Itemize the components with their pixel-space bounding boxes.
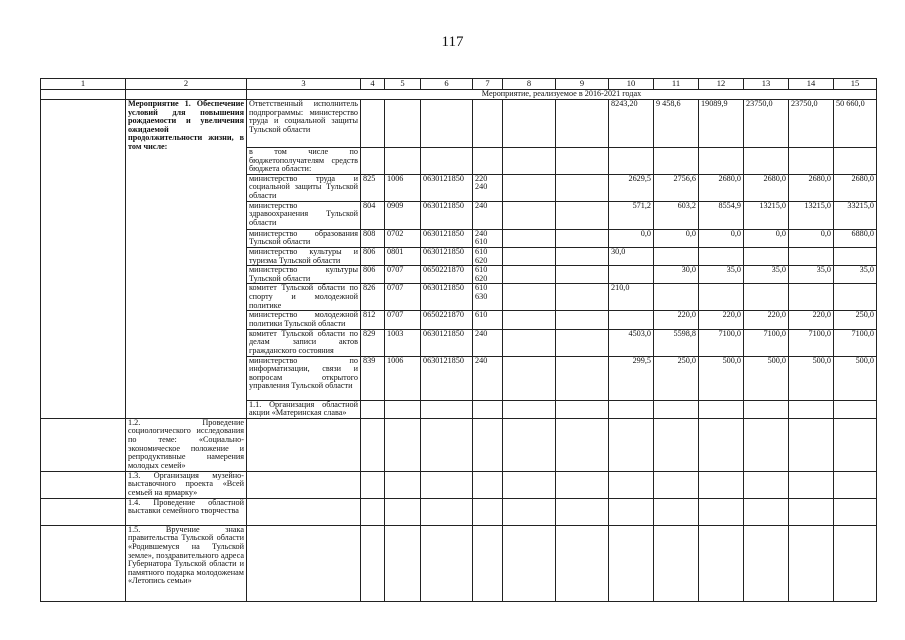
empty-cell bbox=[421, 525, 473, 601]
value-cell: 220,0 bbox=[699, 311, 744, 329]
empty-cell bbox=[744, 148, 789, 175]
value-cell: 35,0 bbox=[834, 266, 877, 284]
empty-cell bbox=[385, 400, 421, 418]
value-cell: 35,0 bbox=[699, 266, 744, 284]
period-row bbox=[41, 90, 877, 100]
value-cell: 6880,0 bbox=[834, 229, 877, 247]
value-cell: 2680,0 bbox=[834, 174, 877, 201]
empty-cell bbox=[41, 100, 126, 419]
code-cell: 812 bbox=[361, 311, 385, 329]
code-cell: 0650221870 bbox=[421, 311, 473, 329]
empty-cell bbox=[473, 400, 503, 418]
empty-cell bbox=[556, 284, 609, 311]
empty-cell bbox=[473, 418, 503, 471]
event-name: Мероприятие 1. Обеспечение условий для повышения рождаемости и увеличения ожидаемой продолжительности жизни, в том числе: bbox=[126, 100, 247, 419]
code-cell: 1006 bbox=[385, 174, 421, 201]
empty-cell bbox=[744, 471, 789, 498]
value-cell: 13215,0 bbox=[744, 201, 789, 229]
empty-cell bbox=[41, 498, 126, 525]
executor-cell: министерство по информатизации, связи и вопросам открытого управления Тульской области bbox=[247, 356, 361, 400]
code-cell: 804 bbox=[361, 201, 385, 229]
value-cell: 0,0 bbox=[744, 229, 789, 247]
empty-cell bbox=[503, 525, 556, 601]
value-cell: 30,0 bbox=[654, 266, 699, 284]
executor-cell: комитет Тульской области по делам записи актов гражданского состояния bbox=[247, 329, 361, 356]
value-cell: 603,2 bbox=[654, 201, 699, 229]
value-cell: 9 458,6 bbox=[654, 100, 699, 148]
empty-cell bbox=[503, 100, 556, 148]
column-number: 2 bbox=[126, 79, 247, 90]
empty-cell bbox=[421, 498, 473, 525]
empty-cell bbox=[789, 498, 834, 525]
empty-cell bbox=[699, 471, 744, 498]
empty-cell bbox=[503, 418, 556, 471]
code-cell: 0630121850 bbox=[421, 229, 473, 247]
subitem-cell: 1.2. Проведение социологического исследования по теме: «Социально-экономическое положение и репродуктивные намерения молодых семей» bbox=[126, 418, 247, 471]
value-cell: 220,0 bbox=[654, 311, 699, 329]
value-cell: 30,0 bbox=[609, 247, 654, 265]
value-cell bbox=[744, 247, 789, 265]
code-cell: 0702 bbox=[385, 229, 421, 247]
empty-cell bbox=[503, 174, 556, 201]
empty-cell bbox=[126, 90, 247, 100]
value-cell: 5598,8 bbox=[654, 329, 699, 356]
code-cell: 0707 bbox=[385, 311, 421, 329]
empty-cell bbox=[385, 471, 421, 498]
code-cell: 240 bbox=[473, 356, 503, 400]
value-cell: 220,0 bbox=[789, 311, 834, 329]
code-cell: 0650221870 bbox=[421, 266, 473, 284]
empty-cell bbox=[654, 525, 699, 601]
value-cell: 500,0 bbox=[834, 356, 877, 400]
executor-cell: Ответственный исполнитель подпрограммы: министерство труда и социальной защиты Тульской области bbox=[247, 100, 361, 148]
code-cell: 0801 bbox=[385, 247, 421, 265]
code-cell: 0630121850 bbox=[421, 201, 473, 229]
empty-cell bbox=[503, 148, 556, 175]
code-cell: 610 620 bbox=[473, 266, 503, 284]
value-cell: 23750,0 bbox=[744, 100, 789, 148]
column-number: 4 bbox=[361, 79, 385, 90]
value-cell bbox=[834, 284, 877, 311]
table-row bbox=[41, 525, 877, 601]
value-cell: 0,0 bbox=[789, 229, 834, 247]
subitem-cell: 1.5. Вручение знака правительства Тульской области «Родившемуся на Тульской земле», поздравительного адреса Губернатора Тульской области и памятного подарка молодоженам «Летопись семьи» bbox=[126, 525, 247, 601]
code-cell: 610 620 bbox=[473, 247, 503, 265]
value-cell: 2680,0 bbox=[744, 174, 789, 201]
empty-cell bbox=[556, 329, 609, 356]
value-cell bbox=[789, 284, 834, 311]
empty-cell bbox=[503, 329, 556, 356]
empty-cell bbox=[699, 148, 744, 175]
empty-cell bbox=[41, 525, 126, 601]
empty-cell bbox=[503, 498, 556, 525]
empty-cell bbox=[361, 418, 385, 471]
code-cell: 1003 bbox=[385, 329, 421, 356]
value-cell: 250,0 bbox=[654, 356, 699, 400]
value-cell bbox=[744, 284, 789, 311]
value-cell: 500,0 bbox=[789, 356, 834, 400]
empty-cell bbox=[834, 148, 877, 175]
value-cell: 220,0 bbox=[744, 311, 789, 329]
code-cell: 808 bbox=[361, 229, 385, 247]
subitem-cell: 1.3. Организация музейно-выставочного проекта «Всей семьей на ярмарку» bbox=[126, 471, 247, 498]
empty-cell bbox=[385, 148, 421, 175]
value-cell: 2680,0 bbox=[789, 174, 834, 201]
empty-cell bbox=[421, 400, 473, 418]
empty-cell bbox=[744, 498, 789, 525]
code-cell: 0630121850 bbox=[421, 284, 473, 311]
code-cell: 240 610 bbox=[473, 229, 503, 247]
empty-cell bbox=[609, 525, 654, 601]
empty-cell bbox=[503, 471, 556, 498]
code-cell: 806 bbox=[361, 247, 385, 265]
empty-cell bbox=[473, 100, 503, 148]
empty-cell bbox=[556, 247, 609, 265]
empty-cell bbox=[609, 400, 654, 418]
empty-cell bbox=[473, 148, 503, 175]
empty-cell bbox=[361, 148, 385, 175]
value-cell: 50 660,0 bbox=[834, 100, 877, 148]
empty-cell bbox=[41, 90, 126, 100]
empty-cell bbox=[556, 525, 609, 601]
column-numbers-row bbox=[41, 79, 877, 90]
value-cell: 35,0 bbox=[789, 266, 834, 284]
empty-cell bbox=[654, 418, 699, 471]
empty-cell bbox=[503, 247, 556, 265]
value-cell: 2756,6 bbox=[654, 174, 699, 201]
period-label: Мероприятие, реализуемое в 2016-2021 годах bbox=[247, 90, 877, 100]
column-number: 5 bbox=[385, 79, 421, 90]
executor-cell: министерство образования Тульской области bbox=[247, 229, 361, 247]
value-cell: 19089,9 bbox=[699, 100, 744, 148]
executor-cell: в том числе по бюджетополучателям средств бюджета области: bbox=[247, 148, 361, 175]
subitem-cell: 1.4. Проведение областной выставки семейного творчества bbox=[126, 498, 247, 525]
column-number: 9 bbox=[556, 79, 609, 90]
value-cell bbox=[609, 311, 654, 329]
value-cell: 571,2 bbox=[609, 201, 654, 229]
code-cell: 0630121850 bbox=[421, 329, 473, 356]
value-cell: 33215,0 bbox=[834, 201, 877, 229]
value-cell bbox=[834, 247, 877, 265]
value-cell: 13215,0 bbox=[789, 201, 834, 229]
empty-cell bbox=[556, 229, 609, 247]
empty-cell bbox=[699, 400, 744, 418]
empty-cell bbox=[556, 266, 609, 284]
column-number: 7 bbox=[473, 79, 503, 90]
code-cell: 0630121850 bbox=[421, 356, 473, 400]
empty-cell bbox=[744, 525, 789, 601]
empty-cell bbox=[385, 418, 421, 471]
empty-cell bbox=[789, 148, 834, 175]
executor-cell: министерство молодежной политики Тульской области bbox=[247, 311, 361, 329]
value-cell bbox=[654, 284, 699, 311]
value-cell: 299,5 bbox=[609, 356, 654, 400]
code-cell: 220 240 bbox=[473, 174, 503, 201]
code-cell: 806 bbox=[361, 266, 385, 284]
value-cell: 0,0 bbox=[699, 229, 744, 247]
table-row bbox=[41, 100, 877, 148]
empty-cell bbox=[473, 525, 503, 601]
value-cell bbox=[609, 266, 654, 284]
empty-cell bbox=[556, 400, 609, 418]
empty-cell bbox=[834, 498, 877, 525]
empty-cell bbox=[609, 148, 654, 175]
empty-cell bbox=[247, 498, 361, 525]
code-cell: 829 bbox=[361, 329, 385, 356]
empty-cell bbox=[654, 400, 699, 418]
executor-cell: министерство культуры и туризма Тульской области bbox=[247, 247, 361, 265]
value-cell bbox=[654, 247, 699, 265]
empty-cell bbox=[834, 418, 877, 471]
empty-cell bbox=[385, 525, 421, 601]
value-cell: 0,0 bbox=[609, 229, 654, 247]
empty-cell bbox=[361, 525, 385, 601]
empty-cell bbox=[361, 471, 385, 498]
value-cell bbox=[699, 247, 744, 265]
empty-cell bbox=[789, 418, 834, 471]
empty-cell bbox=[834, 471, 877, 498]
column-number: 11 bbox=[654, 79, 699, 90]
empty-cell bbox=[503, 311, 556, 329]
value-cell bbox=[699, 284, 744, 311]
empty-cell bbox=[744, 400, 789, 418]
column-number: 15 bbox=[834, 79, 877, 90]
code-cell: 240 bbox=[473, 201, 503, 229]
code-cell: 0707 bbox=[385, 266, 421, 284]
empty-cell bbox=[503, 229, 556, 247]
column-number: 3 bbox=[247, 79, 361, 90]
code-cell: 826 bbox=[361, 284, 385, 311]
value-cell: 8554,9 bbox=[699, 201, 744, 229]
empty-cell bbox=[361, 498, 385, 525]
empty-cell bbox=[609, 498, 654, 525]
value-cell: 8243,20 bbox=[609, 100, 654, 148]
value-cell: 210,0 bbox=[609, 284, 654, 311]
code-cell: 0707 bbox=[385, 284, 421, 311]
value-cell: 7100,0 bbox=[834, 329, 877, 356]
column-number: 8 bbox=[503, 79, 556, 90]
empty-cell bbox=[503, 284, 556, 311]
value-cell: 2629,5 bbox=[609, 174, 654, 201]
empty-cell bbox=[654, 498, 699, 525]
empty-cell bbox=[503, 400, 556, 418]
subitem-cell: 1.1. Организация областной акции «Материнская слава» bbox=[247, 400, 361, 418]
value-cell: 4503,0 bbox=[609, 329, 654, 356]
code-cell: 0630121850 bbox=[421, 247, 473, 265]
value-cell: 500,0 bbox=[744, 356, 789, 400]
executor-cell: министерство культуры Тульской области bbox=[247, 266, 361, 284]
empty-cell bbox=[41, 418, 126, 471]
empty-cell bbox=[789, 471, 834, 498]
empty-cell bbox=[247, 525, 361, 601]
code-cell: 610 630 bbox=[473, 284, 503, 311]
empty-cell bbox=[385, 498, 421, 525]
value-cell: 0,0 bbox=[654, 229, 699, 247]
value-cell: 7100,0 bbox=[699, 329, 744, 356]
empty-cell bbox=[556, 418, 609, 471]
empty-cell bbox=[654, 148, 699, 175]
empty-cell bbox=[473, 498, 503, 525]
empty-cell bbox=[503, 266, 556, 284]
empty-cell bbox=[421, 100, 473, 148]
value-cell: 500,0 bbox=[699, 356, 744, 400]
empty-cell bbox=[247, 471, 361, 498]
empty-cell bbox=[609, 471, 654, 498]
empty-cell bbox=[503, 201, 556, 229]
empty-cell bbox=[247, 418, 361, 471]
column-number: 12 bbox=[699, 79, 744, 90]
value-cell: 7100,0 bbox=[744, 329, 789, 356]
value-cell: 23750,0 bbox=[789, 100, 834, 148]
executor-cell: комитет Тульской области по спорту и молодежной политике bbox=[247, 284, 361, 311]
code-cell: 610 bbox=[473, 311, 503, 329]
empty-cell bbox=[556, 498, 609, 525]
executor-cell: министерство здравоохранения Тульской области bbox=[247, 201, 361, 229]
empty-cell bbox=[654, 471, 699, 498]
empty-cell bbox=[556, 148, 609, 175]
empty-cell bbox=[699, 498, 744, 525]
table-row bbox=[41, 471, 877, 498]
empty-cell bbox=[834, 525, 877, 601]
page-number: 117 bbox=[441, 34, 464, 50]
empty-cell bbox=[385, 100, 421, 148]
column-number: 6 bbox=[421, 79, 473, 90]
code-cell: 825 bbox=[361, 174, 385, 201]
value-cell: 2680,0 bbox=[699, 174, 744, 201]
empty-cell bbox=[361, 400, 385, 418]
code-cell: 0909 bbox=[385, 201, 421, 229]
empty-cell bbox=[421, 418, 473, 471]
empty-cell bbox=[556, 100, 609, 148]
column-number: 13 bbox=[744, 79, 789, 90]
empty-cell bbox=[744, 418, 789, 471]
value-cell bbox=[789, 247, 834, 265]
empty-cell bbox=[789, 400, 834, 418]
empty-cell bbox=[41, 471, 126, 498]
empty-cell bbox=[556, 174, 609, 201]
empty-cell bbox=[421, 471, 473, 498]
empty-cell bbox=[421, 148, 473, 175]
budget-table bbox=[40, 78, 877, 602]
empty-cell bbox=[699, 525, 744, 601]
empty-cell bbox=[556, 471, 609, 498]
value-cell: 250,0 bbox=[834, 311, 877, 329]
column-number: 10 bbox=[609, 79, 654, 90]
empty-cell bbox=[699, 418, 744, 471]
empty-cell bbox=[609, 418, 654, 471]
code-cell: 1006 bbox=[385, 356, 421, 400]
table-row bbox=[41, 498, 877, 525]
code-cell: 240 bbox=[473, 329, 503, 356]
empty-cell bbox=[503, 356, 556, 400]
code-cell: 0630121850 bbox=[421, 174, 473, 201]
executor-cell: министерство труда и социальной защиты Тульской области bbox=[247, 174, 361, 201]
code-cell: 839 bbox=[361, 356, 385, 400]
value-cell: 7100,0 bbox=[789, 329, 834, 356]
empty-cell bbox=[556, 356, 609, 400]
empty-cell bbox=[556, 311, 609, 329]
column-number: 1 bbox=[41, 79, 126, 90]
empty-cell bbox=[473, 471, 503, 498]
column-number: 14 bbox=[789, 79, 834, 90]
empty-cell bbox=[556, 201, 609, 229]
table-row bbox=[41, 418, 877, 471]
empty-cell bbox=[361, 100, 385, 148]
value-cell: 35,0 bbox=[744, 266, 789, 284]
empty-cell bbox=[789, 525, 834, 601]
empty-cell bbox=[834, 400, 877, 418]
